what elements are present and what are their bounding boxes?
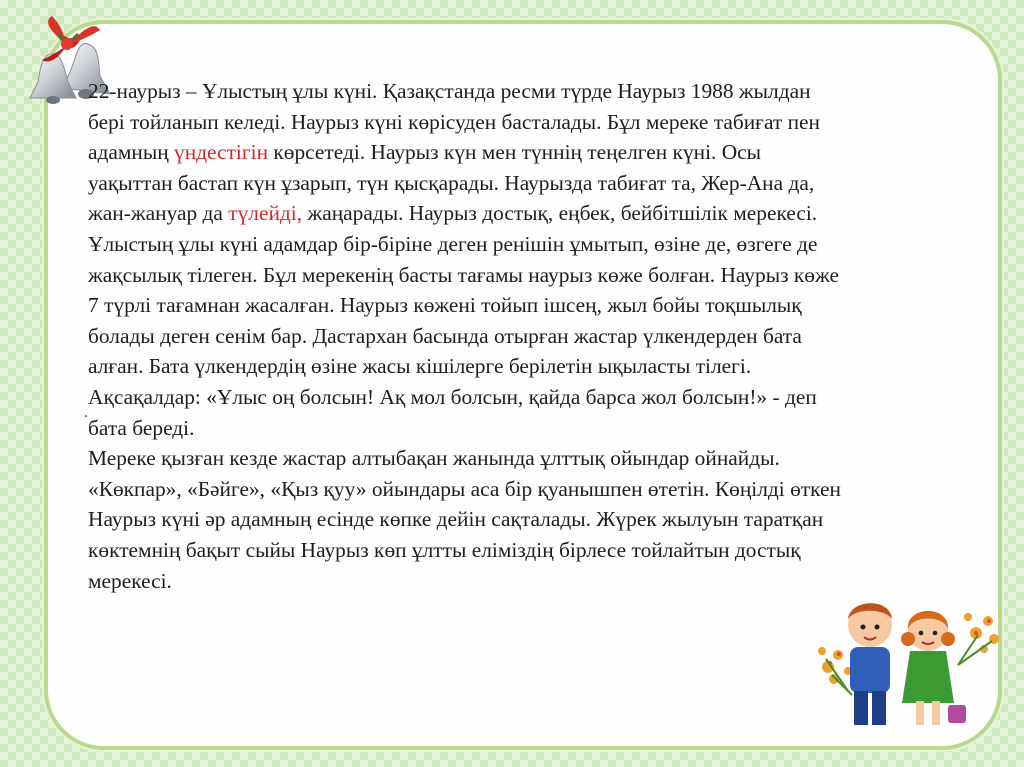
- highlight-word-undestigin: үндестігін: [174, 140, 269, 165]
- paragraph-3: Мереке қызған кезде жастар алтыбақан жанында ұлттық ойындар ойнайды. «Көкпар», «Бәйге», «Қыз қуу» ойындары аса бір қуанышпен өтетін. Көңілді өткен Наурыз күні әр адамның есінде көпке дейін сақталады. Жүрек жылуын таратқан көктемнің бақыт сыйы Наурыз көп ұлтты еліміздің бірлесе тойлайтын достық мерекесі.: [88, 446, 841, 593]
- paragraph-1: [88, 76, 848, 229]
- paragraph-1-part-3: көрсетеді. Наурыз күн мен түннің теңелген күні. Осы уақыттан бастап күн ұзарып, түн қысқарады. Наурызда табиғат та, Жер-Ана да, жан-жануар да: [88, 140, 815, 226]
- children-with-flowers-icon: [808, 575, 1008, 735]
- paragraph-1-part-5: жаңарады. Наурыз достық, еңбек, бейбітшілік мерекесі.: [302, 201, 818, 226]
- article-text: [88, 76, 848, 596]
- paragraph-2: Ұлыстың ұлы күні адамдар бір-біріне деген ренішін ұмытып, өзіне де, өзгеге де жақсылық тілеген. Бұл мерекенің басты тағамы наурыз көже болған. Наурыз көже 7 түрлі тағамнан жасалған. Наурыз көжені тойып ішсең, жыл бойы тоқшылық болады деген сенім бар. Дастархан басында отырған жастар үлкендерден бата алған. Бата үлкендердің өзіне жасы кішілерге берілетін ықыласты тілегі. Ақсақалдар: «Ұлыс оң болсын! Ақ мол болсын, қайда барса жол болсын!» - деп бата береді.: [88, 231, 839, 440]
- highlight-word-tuleidi: түлейді,: [228, 201, 303, 226]
- stray-dot: .: [84, 404, 88, 421]
- paragraph-1-part-1: 22-наурыз – Ұлыстың ұлы күні. Қазақстанда ресми түрде Наурыз 1988 жылдан бері тойланып келеді. Наурыз күні көрісуден басталады. Бұл мереке табиғат пен адамның: [88, 79, 820, 165]
